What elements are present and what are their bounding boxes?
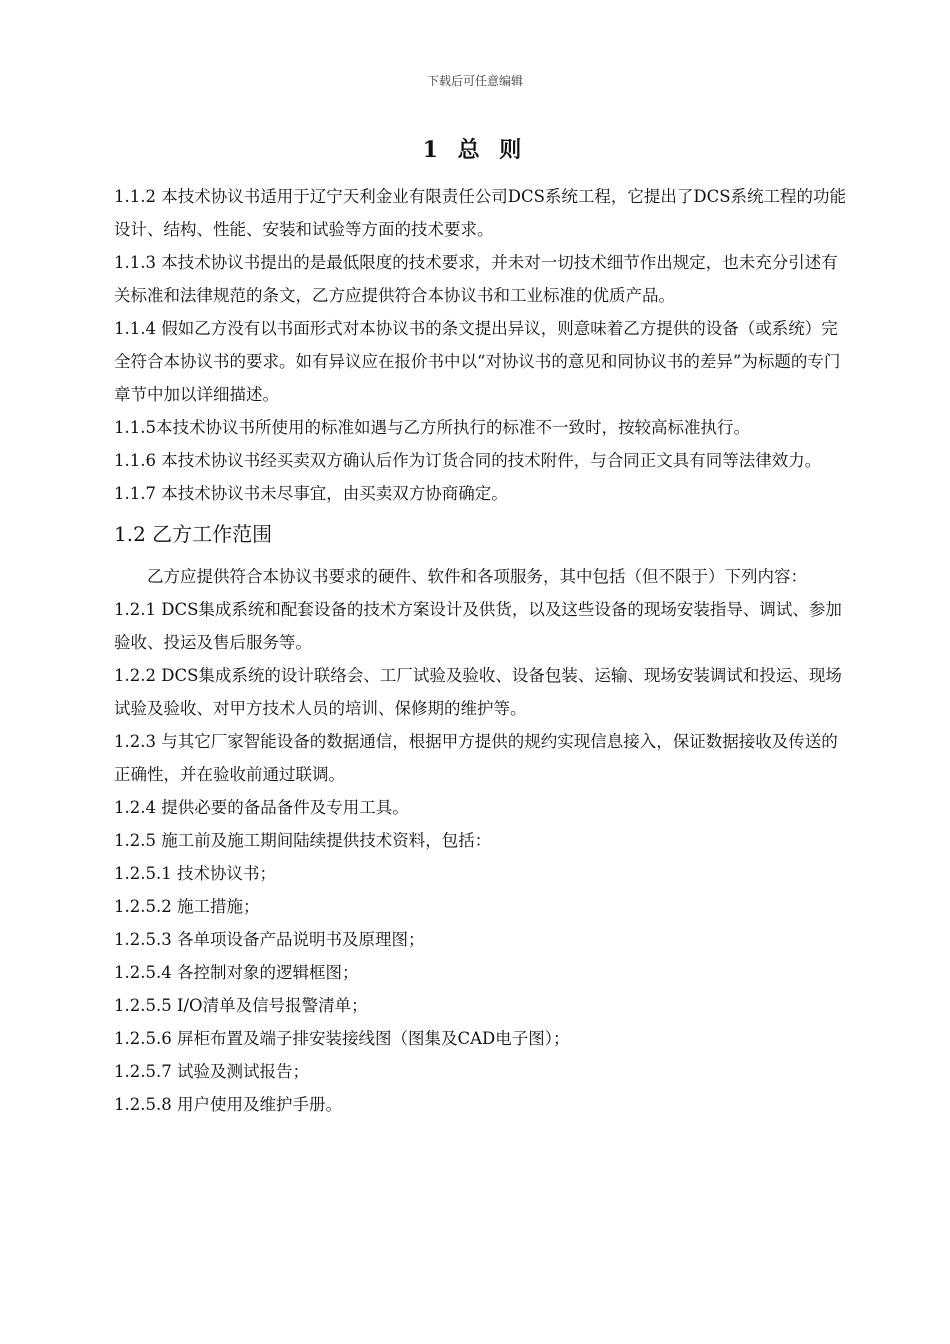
list-item-1-2-5-5: 1.2.5.5 I/O清单及信号报警清单； (114, 996, 368, 1015)
list-item-1-2-5-3: 1.2.5.3 各单项设备产品说明书及原理图； (114, 930, 425, 949)
paragraph-1-2-2: 1.2.2 DCS集成系统的设计联络会、工厂试验及验收、设备包装、运输、现场安装调试和投运、现场试验及验收、对甲方技术人员的培训、保修期的维护等。 (114, 666, 842, 718)
page-header: 下载后可任意编辑 (426, 74, 523, 88)
list-item-1-2-5-4: 1.2.5.4 各控制对象的逻辑框图； (114, 963, 359, 982)
paragraph-1-2-4: 1.2.4 提供必要的备品备件及专用工具。 (114, 798, 409, 817)
paragraph-1-1-4: 1.1.4 假如乙方没有以书面形式对本协议书的条文提出异议，则意味着乙方提供的设备（或系统）完全符合本协议书的要求。如有异议应在报价书中以“对协议书的意见和同协议书的差异”为标题的专门章节中加以详细描述。 (114, 319, 841, 404)
paragraph-1-1-6: 1.1.6 本技术协议书经买卖双方确认后作为订货合同的技术附件，与合同正文具有同等法律效力。 (114, 451, 822, 470)
list-item-1-2-5-1: 1.2.5.1 技术协议书； (114, 864, 276, 883)
document-body (114, 180, 850, 1121)
paragraph-1-1-3: 1.1.3 本技术协议书提出的是最低限度的技术要求，并未对一切技术细节作出规定，也未充分引述有关标准和法律规范的条文，乙方应提供符合本协议书和工业标准的优质产品。 (114, 253, 838, 305)
list-item-1-2-5-2: 1.2.5.2 施工措施； (114, 897, 260, 916)
paragraph-1-1-5: 1.1.5本技术协议书所使用的标准如遇与乙方所执行的标准不一致时，按较高标准执行。 (114, 418, 750, 437)
section-intro: 乙方应提供符合本协议书要求的硬件、软件和各项服务，其中包括（但不限于）下列内容： (147, 567, 807, 586)
paragraph-1-2-1: 1.2.1 DCS集成系统和配套设备的技术方案设计及供货，以及这些设备的现场安装指导、调试、参加验收、投运及售后服务等。 (114, 600, 842, 652)
paragraph-1-1-2: 1.1.2 本技术协议书适用于辽宁天利金业有限责任公司DCS系统工程，它提出了DCS系统工程的功能设计、结构、性能、安装和试验等方面的技术要求。 (114, 187, 847, 239)
section-heading-1-2: 1.2 乙方工作范围 (114, 522, 273, 546)
page-title: 1 总 则 (422, 137, 528, 163)
list-item-1-2-5-7: 1.2.5.7 试验及测试报告； (114, 1062, 309, 1081)
paragraph-1-2-5: 1.2.5 施工前及施工期间陆续提供技术资料，包括： (114, 831, 492, 850)
list-item-1-2-5-6: 1.2.5.6 屏柜布置及端子排安装接线图（图集及CAD电子图）； (114, 1029, 570, 1048)
paragraph-1-2-3: 1.2.3 与其它厂家智能设备的数据通信，根据甲方提供的规约实现信息接入，保证数据接收及传送的正确性，并在验收前通过联调。 (114, 732, 838, 784)
list-item-1-2-5-8: 1.2.5.8 用户使用及维护手册。 (114, 1095, 342, 1114)
paragraph-1-1-7: 1.1.7 本技术协议书未尽事宜，由买卖双方协商确定。 (114, 484, 508, 503)
